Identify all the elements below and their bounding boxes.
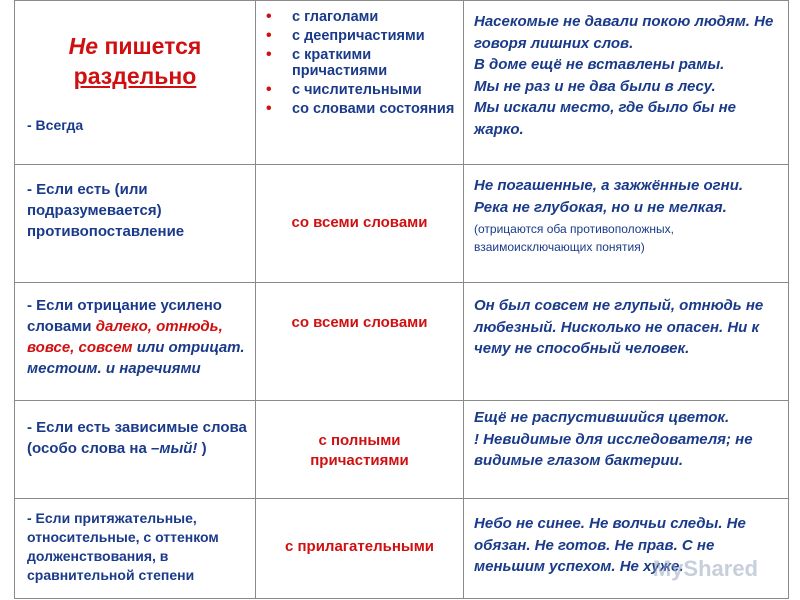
condition-text: [15, 401, 255, 459]
table-row: [15, 1, 789, 165]
scope-text: со всеми словами: [291, 214, 428, 231]
scope-cell: [256, 499, 464, 599]
example-line: Мы не раз и не два были в лесу.: [474, 77, 716, 95]
condition-text: - Если притяжательные, относительные, с оттенком долженствования, в сравнительной степени: [27, 510, 219, 583]
rule-title: [15, 31, 255, 91]
examples-text: [464, 1, 788, 140]
scope-text: с прилагательными: [284, 538, 435, 555]
parts-of-speech-list: [256, 9, 463, 117]
examples-cell: [464, 165, 789, 283]
example-line: В доме ещё не вставлены рамы.: [474, 56, 725, 73]
list-item: • со словами состояния: [292, 101, 463, 117]
condition-cell: [15, 283, 256, 401]
condition-part: или отрицат. местоим. и наречиями: [27, 339, 245, 377]
table-row: [15, 499, 789, 599]
scope-text: с полными причастиями: [310, 432, 409, 469]
condition-text: [15, 283, 255, 379]
table-row: [15, 165, 789, 283]
title-ne: Не: [68, 33, 99, 59]
condition-always: - Всегда: [27, 117, 84, 133]
table-row: [15, 283, 789, 401]
condition-words: далеко, отнюдь, вовсе, совсем: [27, 318, 223, 356]
condition-cell: [15, 401, 256, 499]
example-line: Не погашенные, а зажжённые огни.: [474, 177, 744, 194]
title-rest: пишется: [98, 33, 202, 59]
examples-cell: [464, 499, 789, 599]
scope-cell: [256, 165, 464, 283]
example-line: Река не глубокая, но и не мелкая.: [474, 198, 727, 216]
examples-text: [464, 401, 788, 472]
rule-cell-header: [15, 1, 256, 165]
rules-table: [14, 0, 789, 599]
examples-cell: [464, 401, 789, 499]
list-item: • с деепричастиями: [292, 28, 463, 44]
examples-text: Небо не синее. Не волчьи следы. Не обязан. Не готов. Не прав. С не меньшим успехом. Не хуже.: [474, 515, 746, 575]
condition-suffix: –мый!: [151, 440, 198, 457]
rules-table-sheet: [14, 0, 788, 600]
list-item: • с числительными: [292, 82, 463, 98]
examples-text: [464, 165, 788, 256]
scope-cell: [256, 283, 464, 401]
examples-cell: [464, 1, 789, 165]
condition-part: - Если отрицание усилено словами: [27, 297, 222, 335]
examples-text: Он был совсем не глупый, отнюдь не любезный. Нисколько не опасен. Ни к чему не способный человек.: [474, 297, 764, 357]
scope-cell: [256, 401, 464, 499]
example-line: Мы искали место, где было бы не жарко.: [474, 99, 736, 138]
condition-part: - Если есть зависимые слова (особо слова на: [27, 419, 247, 457]
table-row: [15, 401, 789, 499]
condition-cell: [15, 165, 256, 283]
example-line: Ещё не распустившийся цветок.: [474, 409, 730, 426]
title-underlined: раздельно: [73, 63, 197, 89]
watermark: MyShared: [652, 556, 758, 581]
condition-part: ): [197, 440, 207, 457]
scope-text: со всеми словами: [291, 314, 428, 331]
condition-text: - Если есть (или подразумевается) противопоставление: [27, 181, 185, 240]
example-note: (отрицаются оба противоположных, взаимоисключающих понятия): [474, 222, 674, 254]
example-line: Насекомые не давали покою людям. Не говоря лишних слов.: [474, 13, 774, 52]
examples-cell: [464, 283, 789, 401]
parts-of-speech-cell: [256, 1, 464, 165]
list-item: • с краткими причастиями: [292, 47, 463, 79]
list-item: • с глаголами: [292, 9, 463, 25]
condition-cell: [15, 499, 256, 599]
example-line: ! Невидимые для исследователя; не видимые глазом бактерии.: [474, 430, 753, 469]
